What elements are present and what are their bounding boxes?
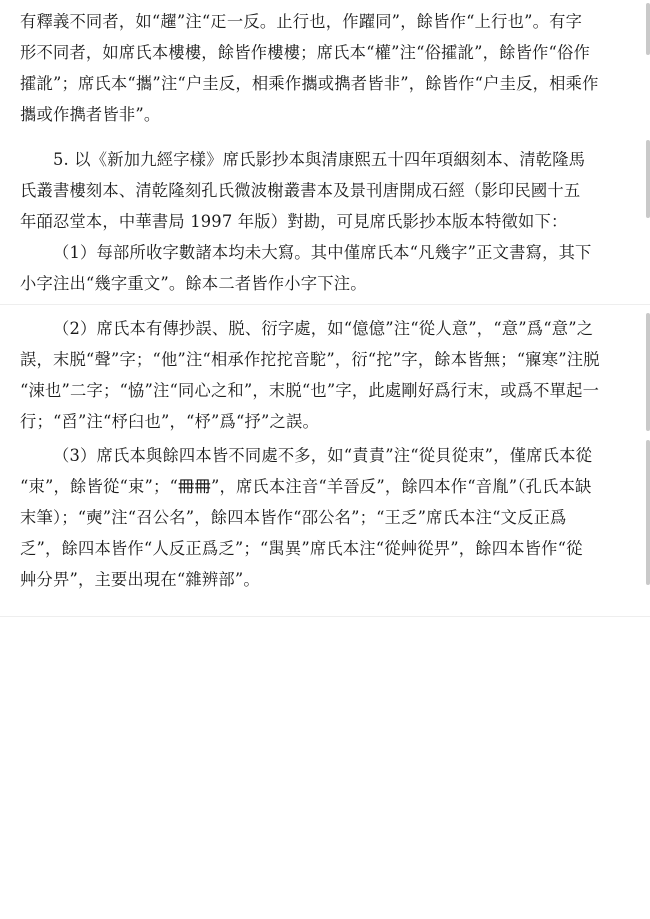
text-line: （3）席氏本與餘四本皆不同處不多，如“責責”注“從貝從朿”，僅席氏本從 bbox=[53, 446, 593, 465]
text-line: 攉訛”；席氏本“攜”注“户圭反，相乘作攜或擕者皆非”，餘皆作“户圭反，相乘作 bbox=[20, 74, 599, 93]
page-divider bbox=[0, 616, 650, 617]
scrollbar-thumb[interactable] bbox=[646, 140, 650, 218]
paragraph-variant-glosses bbox=[20, 6, 632, 130]
paragraph-collation-intro bbox=[20, 144, 632, 237]
paragraph-item-2 bbox=[20, 313, 632, 437]
page-divider bbox=[0, 304, 650, 305]
text-line: 形不同者，如席氏本樓樓，餘皆作樓樓；席氏本“權”注“俗攉訛”，餘皆作“俗作 bbox=[20, 43, 591, 62]
text-line: 氏叢書樓刻本、清乾隆刻孔氏微波榭叢書本及景刊唐開成石經（影印民國十五 bbox=[20, 181, 581, 200]
scrollbar-thumb[interactable] bbox=[646, 3, 650, 55]
text-line: （1）每部所收字數諸本均未大寫。其中僅席氏本“凡幾字”正文書寫，其下 bbox=[53, 243, 592, 262]
text-line: 5. 以《新加九經字樣》席氏影抄本與清康熙五十四年項絪刻本、清乾隆馬 bbox=[53, 150, 586, 169]
text-line: 末筆）；“奭”注“召公名”，餘四本皆作“邵公名”；“王乏”席氏本注“文反正爲 bbox=[20, 508, 567, 527]
text-line: 行；“舀”注“杼臼也”，“杼”爲“抒”之誤。 bbox=[20, 412, 319, 431]
scrollbar-thumb[interactable] bbox=[646, 313, 650, 431]
paragraph-item-1 bbox=[20, 237, 632, 299]
text-line: 有釋義不同者，如“趯”注“𤴓一反。止行也，作躍同”，餘皆作“上行也”。有字 bbox=[20, 12, 583, 31]
scrollbar-thumb[interactable] bbox=[646, 440, 650, 585]
text-line: 攜或作擕者皆非”。 bbox=[20, 105, 161, 124]
text-line: 誤，末脱“聲”字；“他”注“相承作拕拕音駝”，衍“拕”字，餘本皆無；“寱寒”注脱 bbox=[20, 350, 600, 369]
text-line: 艸分畀”，主要出現在“雜辨部”。 bbox=[20, 570, 260, 589]
paragraph-item-3 bbox=[20, 440, 632, 595]
text-line: （2）席氏本有傳抄誤、脱、衍字處，如“億億”注“從人意”，“意”爲“意”之 bbox=[53, 319, 594, 338]
text-line: 小字注出“幾字重文”。餘本二者皆作小字下注。 bbox=[20, 274, 367, 293]
text-line: 乏”，餘四本皆作“人反正爲乏”；“𦦔異”席氏本注“從艸從畀”，餘四本皆作“從 bbox=[20, 539, 583, 558]
text-line: “涑也”二字；“恊”注“同心之和”，末脱“也”字，此處剛好爲行末，或爲不單起一 bbox=[20, 381, 600, 400]
text-line: 年皕忍堂本，中華書局 1997 年版）對勘，可見席氏影抄本版本特徵如下： bbox=[20, 212, 568, 231]
text-line: “朿”，餘皆從“束”；“𠕋𠕋”，席氏本注音“羊晉反”，餘四本作“音胤”（孔氏本缺 bbox=[20, 477, 592, 496]
